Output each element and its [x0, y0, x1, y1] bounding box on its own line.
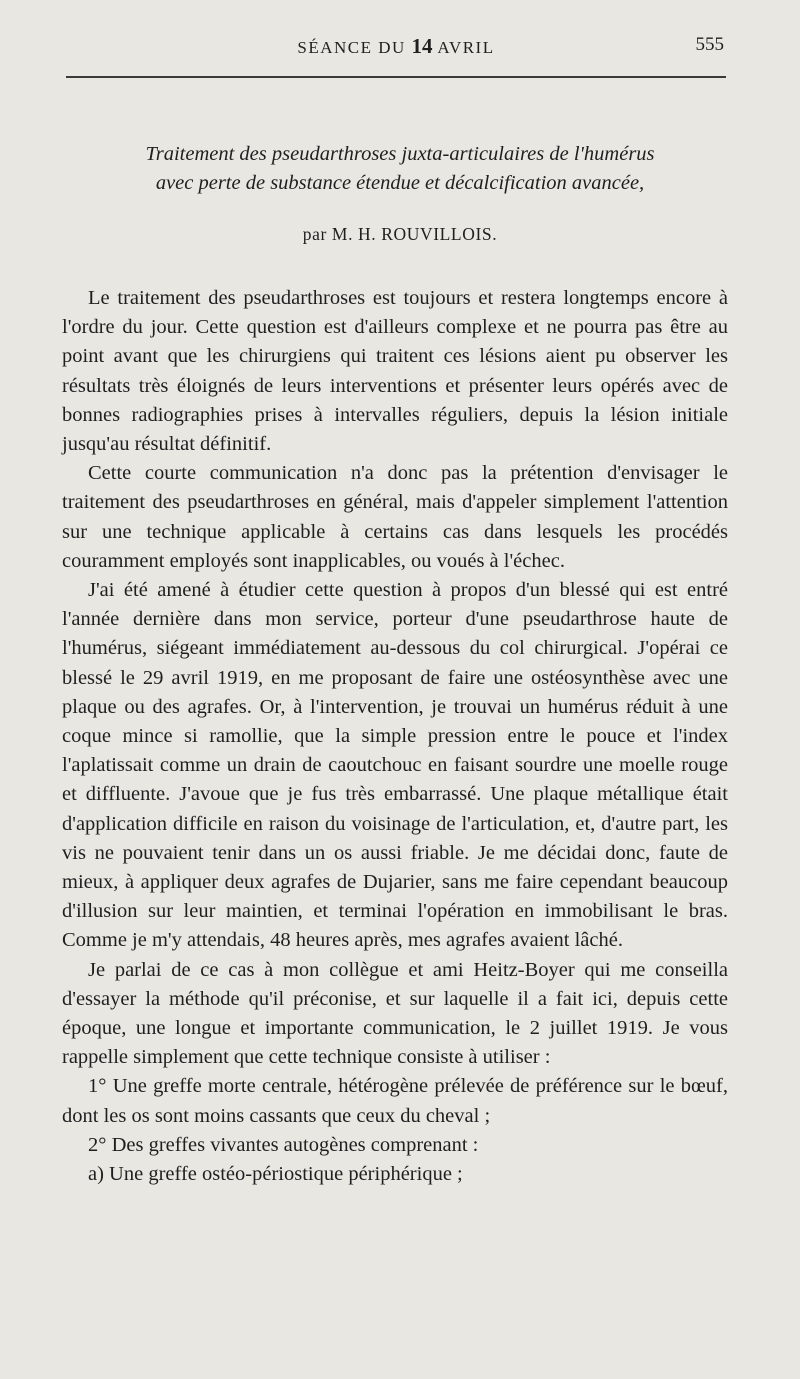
running-title-suffix: AVRIL: [432, 38, 495, 57]
paragraph: J'ai été amené à étudier cette question à propos d'un blessé qui est entré l'année dernière dans mon service, porteur d'une pseudarthrose haute de l'humérus, siégeant immédiatement au-dessous du col chirurgical. J'opérai ce blessé le 29 avril 1919, en me proposant de faire une ostéosynthèse avec une plaque ou des agrafes. Or, à l'intervention, je trouvai un humérus réduit à une coque mince si ramollie, que la simple pression entre le pouce et l'index l'aplatissait comme un drain de caoutchouc en faisant sourdre une moelle rouge et diffluente. J'avoue que je fus très embarrassé. Une plaque métallique était d'application difficile en raison du voisinage de l'articulation, et, d'autre part, les vis ne pouvaient tenir dans un os aussi friable. Je me décidai donc, faute de mieux, à appliquer deux agrafes de Dujarier, sans me faire cependant beaucoup d'illusion sur leur maintien, et terminai l'opération en immobilisant le bras. Comme je m'y attendais, 48 heures après, mes agrafes avaient lâché.: [62, 579, 728, 952]
article-author: par M. H. ROUVILLOIS.: [302, 224, 498, 244]
article-body: [62, 284, 728, 1189]
page-number: 555: [695, 34, 724, 55]
list-item: 2° Des greffes vivantes autogènes comprenant :: [88, 1133, 479, 1156]
list-item: a) Une greffe ostéo-périostique périphérique ;: [88, 1163, 463, 1186]
article-title-line-1: Traitement des pseudarthroses juxta-articulaires de l'humérus: [145, 143, 655, 165]
article-title-line-2: avec perte de substance étendue et décalcification avancée,: [155, 172, 645, 194]
header-rule: [66, 76, 726, 78]
paragraph: Je parlai de ce cas à mon collègue et ami Heitz-Boyer qui me conseilla d'essayer la méthode qu'il préconise, et sur laquelle il a fait ici, depuis cette époque, une longue et importante communication, le 2 juillet 1919. Je vous rappelle simplement que cette technique consiste à utiliser :: [62, 958, 728, 1069]
article-title: [60, 140, 740, 198]
running-title-prefix: SÉANCE DU: [297, 38, 412, 57]
paragraph: Le traitement des pseudarthroses est toujours et restera longtemps encore à l'ordre du jour. Cette question est d'ailleurs complexe et ne pourra pas être au point avant que les chirurgiens qui traitent ces lésions aient pu observer les résultats très éloignés de leurs interventions et présenter leurs opérés avec de bonnes radiographies prises à intervalles réguliers, depuis la lésion initiale jusqu'au résultat définitif.: [62, 287, 728, 456]
running-title-day: 14: [411, 34, 433, 58]
running-title: [62, 34, 730, 59]
running-header: [62, 34, 730, 62]
paragraph: Cette courte communication n'a donc pas la prétention d'envisager le traitement des pseudarthroses en général, mais d'appeler simplement l'attention sur une technique applicable à certains cas dans lesquels les procédés couramment employés sont inapplicables, ou voués à l'échec.: [62, 462, 728, 572]
list-item: 1° Une greffe morte centrale, hétérogène prélevée de préférence sur le bœuf, dont les os sont moins cassants que ceux du cheval ;: [62, 1075, 728, 1127]
